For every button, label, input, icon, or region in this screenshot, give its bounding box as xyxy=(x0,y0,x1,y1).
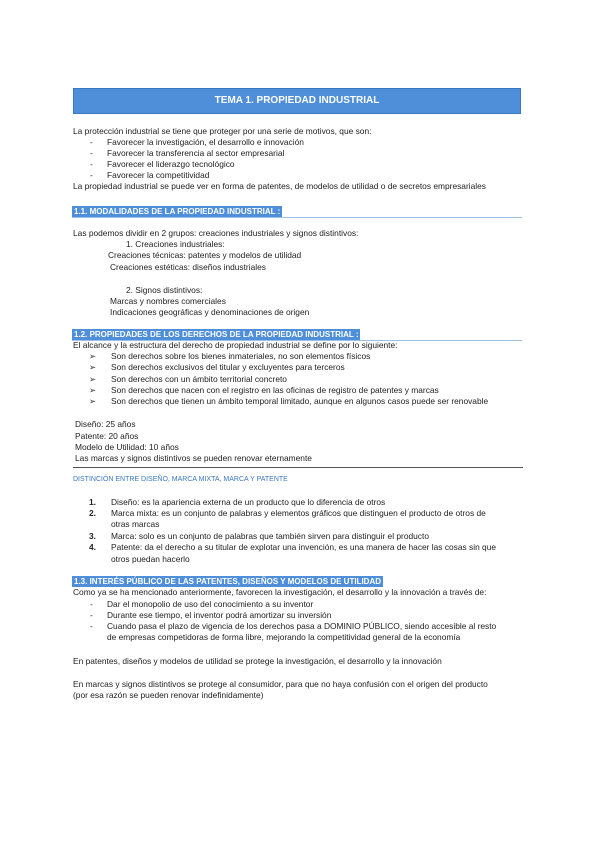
arrow-bullet-icon: ➢ xyxy=(89,374,97,384)
distinction-heading: DISTINCIÓN ENTRE DISEÑO, MARCA MIXTA, MARCA Y PATENTE xyxy=(73,476,288,483)
s2-lead: El alcance y la estructura del derecho de propiedad industrial se define por lo siguiente: xyxy=(73,340,398,350)
list-item: 3. Marca: solo es un conjunto de palabras que también sirven para distinguir el producto xyxy=(89,531,429,541)
list-item: - Durante ese tiempo, el inventor podrá amortizar su inversión xyxy=(90,610,332,620)
group-1-title: 1. Creaciones industriales: xyxy=(126,239,225,249)
list-item-cont: de empresas competidoras de forma libre, mejorando la competitividad general de la economía xyxy=(107,632,461,642)
arrow-bullet-icon: ➢ xyxy=(89,351,97,361)
group-2-title: 2. Signos distintivos: xyxy=(126,285,203,295)
list-item: - Favorecer la competitividad xyxy=(90,170,210,180)
paragraph: (por esa razón se pueden renovar indefinidamente) xyxy=(73,690,264,700)
intro-lead: La protección industrial se tiene que proteger por una serie de motivos, que son: xyxy=(73,126,372,136)
list-item: ➢ Son derechos con un ámbito territorial concreto xyxy=(73,374,287,386)
arrow-bullet-icon: ➢ xyxy=(89,396,97,406)
list-item: ➢ Son derechos sobre los bienes inmateriales, no son elementos físicos xyxy=(73,351,370,363)
list-item: - Cuando pasa el plazo de vigencia de los derechos pasa a DOMINIO PÚBLICO, siendo accesible al resto xyxy=(90,621,497,631)
list-item: 1. Diseño: es la apariencia externa de un producto que lo diferencia de otros xyxy=(89,497,386,507)
paragraph: En marcas y signos distintivos se protege al consumidor, para que no haya confusión con el origen del producto xyxy=(73,679,488,689)
page-title: TEMA 1. PROPIEDAD INDUSTRIAL xyxy=(73,88,521,114)
list-item: Creaciones estéticas: diseños industriales xyxy=(110,262,266,272)
list-item: - Favorecer la investigación, el desarrollo e innovación xyxy=(90,137,304,147)
section-heading-1-2: 1.2. PROPIEDADES DE LOS DERECHOS DE LA PROPIEDAD INDUSTRIAL : xyxy=(74,330,359,339)
duration-item: Modelo de Utilidad: 10 años xyxy=(75,442,179,452)
s3-lead: Como ya se ha mencionado anteriormente, favorecen la investigación, el desarrollo y la innovación a través de: xyxy=(73,587,487,597)
list-item: ➢ Son derechos que tienen un ámbito temporal limitado, aunque en algunos casos puede ser renovable xyxy=(73,396,488,408)
duration-item: Las marcas y signos distintivos se pueden renovar eternamente xyxy=(75,453,312,463)
duration-item: Patente: 20 años xyxy=(75,431,139,441)
list-item: Marcas y nombres comerciales xyxy=(110,296,226,306)
list-item: 2. Marca mixta: es un conjunto de palabras y elementos gráficos que distinguen el producto de otros de xyxy=(89,508,486,518)
list-item: Creaciones técnicas: patentes y modelos de utilidad xyxy=(108,250,302,260)
section-heading-1-1: 1.1. MODALIDADES DE LA PROPIEDAD INDUSTRIAL : xyxy=(74,207,281,216)
list-item: - Favorecer el liderazgo tecnológico xyxy=(90,159,235,169)
list-item-cont: otros puedan hacerlo xyxy=(111,554,190,564)
list-item: 4. Patente: da el derecho a su titular de explotar una invención, es una manera de hacer las cosas sin que xyxy=(89,542,497,552)
list-item: - Favorecer la transferencia al sector empresarial xyxy=(90,148,285,158)
duration-item: Diseño: 25 años xyxy=(75,419,136,429)
intro-closing: La propiedad industrial se puede ver en forma de patentes, de modelos de utilidad o de secretos empresariales xyxy=(73,181,486,191)
list-item: Indicaciones geográficas y denominaciones de origen xyxy=(110,307,310,317)
arrow-bullet-icon: ➢ xyxy=(89,385,97,395)
heading-underline xyxy=(72,217,522,218)
s1-lead: Las podemos dividir en 2 grupos: creaciones industriales y signos distintivos: xyxy=(73,228,359,238)
section-heading-1-3: 1.3. INTERÉS PÚBLICO DE LAS PATENTES, DISEÑOS Y MODELOS DE UTILIDAD xyxy=(74,577,382,586)
list-item: - Dar el monopolio de uso del conocimiento a su inventor xyxy=(90,599,314,609)
arrow-bullet-icon: ➢ xyxy=(89,362,97,372)
divider xyxy=(73,467,523,468)
list-item: ➢ Son derechos que nacen con el registro en las oficinas de registro de patentes y marcas xyxy=(73,385,439,397)
list-item-cont: otras marcas xyxy=(111,519,160,529)
paragraph: En patentes, diseños y modelos de utilidad se protege la investigación, el desarrollo y la innovación xyxy=(73,656,442,666)
list-item: ➢ Son derechos exclusivos del titular y excluyentes para terceros xyxy=(73,362,345,374)
